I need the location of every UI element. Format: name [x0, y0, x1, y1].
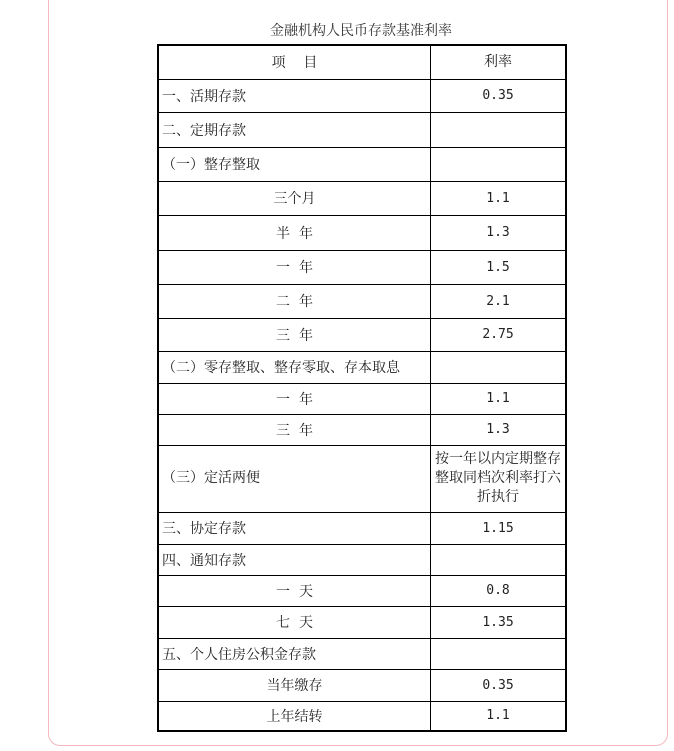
row-label: 三个月	[158, 181, 431, 215]
row-rate	[431, 351, 567, 383]
row-label: 三 年	[158, 414, 431, 445]
row-label: 三 年	[158, 318, 431, 351]
table-row	[158, 606, 566, 638]
table-row	[158, 575, 566, 606]
row-rate	[431, 544, 567, 575]
row-label: （三）定活两便	[158, 445, 431, 512]
row-rate: 2.1	[431, 284, 567, 318]
table-row	[158, 445, 566, 512]
row-rate: 1.1	[431, 383, 567, 414]
row-rate: 2.75	[431, 318, 567, 351]
row-label: 七 天	[158, 606, 431, 638]
row-rate	[431, 638, 567, 669]
row-label: 当年缴存	[158, 669, 431, 701]
table-row	[158, 79, 566, 112]
row-label: 三、协定存款	[158, 512, 431, 544]
row-rate: 1.15	[431, 512, 567, 544]
row-label: 二 年	[158, 284, 431, 318]
table-row	[158, 414, 566, 445]
table-row	[158, 701, 566, 731]
row-label: 五、个人住房公积金存款	[158, 638, 431, 669]
table-row	[158, 544, 566, 575]
row-label: 四、通知存款	[158, 544, 431, 575]
row-rate: 1.1	[431, 181, 567, 215]
header-item: 项 目	[158, 45, 431, 79]
row-label: 上年结转	[158, 701, 431, 731]
table-row	[158, 215, 566, 250]
table-row	[158, 351, 566, 383]
row-label: 一 年	[158, 383, 431, 414]
table-row	[158, 669, 566, 701]
row-rate: 0.8	[431, 575, 567, 606]
row-label: 半 年	[158, 215, 431, 250]
row-label: 二、定期存款	[158, 112, 431, 147]
row-rate: 1.3	[431, 215, 567, 250]
row-label: 一 天	[158, 575, 431, 606]
row-rate: 0.35	[431, 79, 567, 112]
table-row	[158, 147, 566, 181]
row-label: （二）零存整取、整存零取、存本取息	[158, 351, 431, 383]
table-header-row	[158, 45, 566, 79]
row-label: 一、活期存款	[158, 79, 431, 112]
deposit-rate-table	[157, 44, 567, 732]
table-row	[158, 318, 566, 351]
row-rate	[431, 112, 567, 147]
row-rate: 1.5	[431, 250, 567, 284]
row-rate: 1.3	[431, 414, 567, 445]
table-row	[158, 250, 566, 284]
row-rate: 1.35	[431, 606, 567, 638]
header-rate: 利率	[431, 45, 567, 79]
table-row	[158, 512, 566, 544]
table-row	[158, 181, 566, 215]
row-rate	[431, 147, 567, 181]
table-row	[158, 284, 566, 318]
row-label: 一 年	[158, 250, 431, 284]
row-label: （一）整存整取	[158, 147, 431, 181]
row-rate: 按一年以内定期整存整取同档次利率打六折执行	[431, 445, 567, 512]
table-row	[158, 112, 566, 147]
row-rate: 0.35	[431, 669, 567, 701]
row-rate: 1.1	[431, 701, 567, 731]
table-title: 金融机构人民币存款基准利率	[270, 23, 452, 39]
table-row	[158, 638, 566, 669]
table-row	[158, 383, 566, 414]
